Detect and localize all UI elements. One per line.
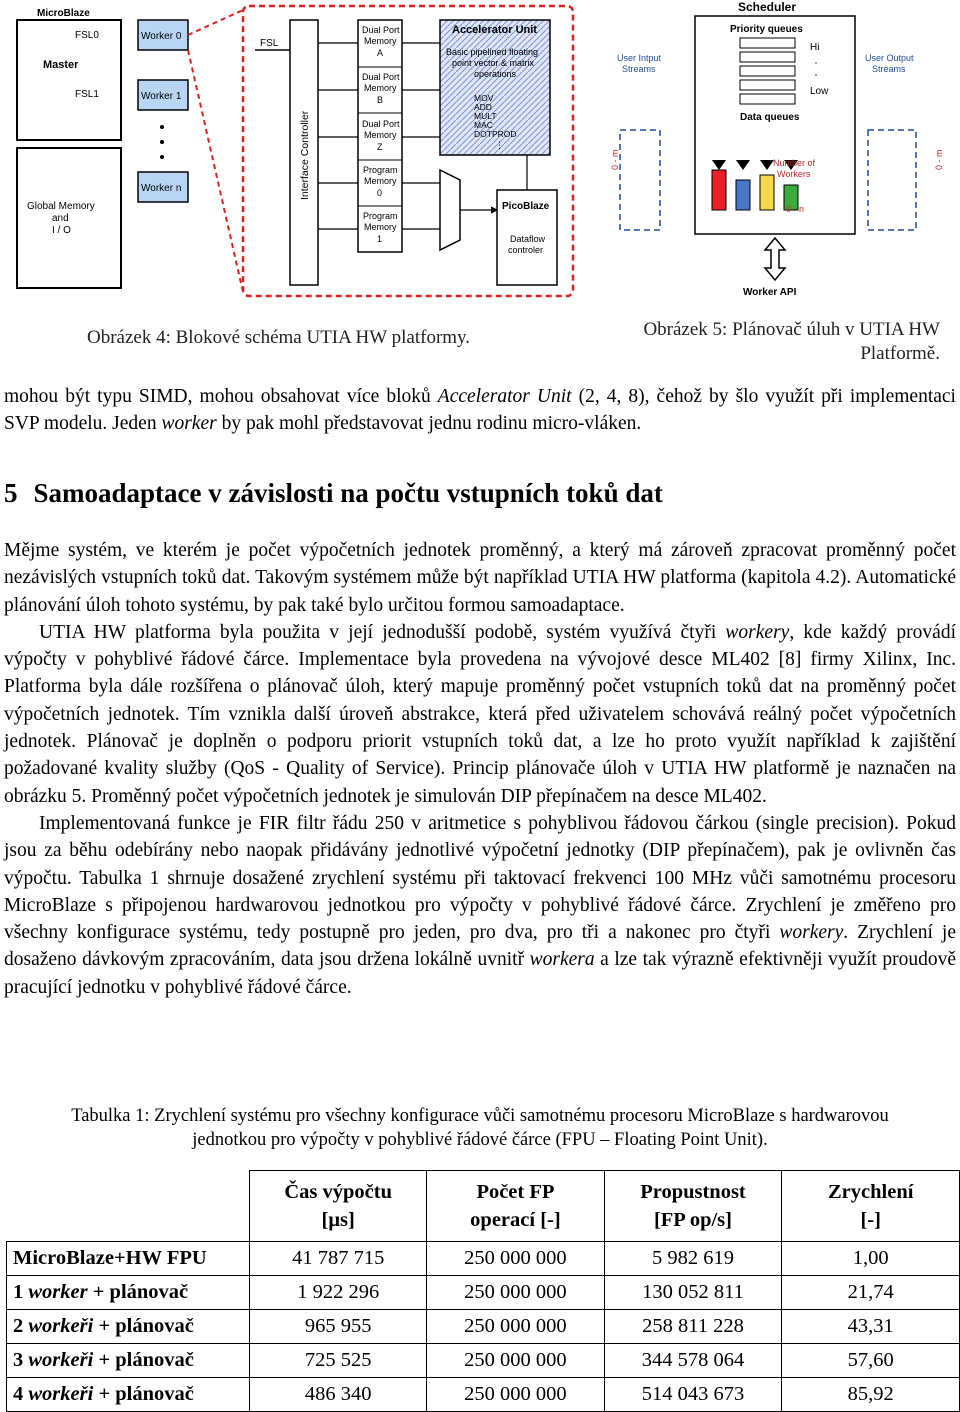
- svg-text:Hi: Hi: [810, 42, 820, 53]
- intro-paragraph: mohou být typu SIMD, mohou obsahovat více bloků Accelerator Unit (2, 4, 8), čehož by šlo využít při implementaci SVP modelu. Jeden worker by pak mohl představovat jednu rodinu micro-vláken.: [4, 386, 956, 435]
- svg-text:0 - m: 0 - m: [934, 149, 944, 170]
- svg-text:Program: Program: [363, 211, 398, 221]
- svg-text:0 - n: 0 - n: [786, 204, 805, 214]
- svg-text:Low: Low: [810, 86, 829, 97]
- svg-text:Memory: Memory: [364, 36, 397, 46]
- figure5-caption: [600, 318, 940, 366]
- svg-text:point vector & matrix: point vector & matrix: [452, 58, 535, 68]
- table-caption: Tabulka 1: Zrychlení systému pro všechny konfigurace vůči samotnému procesoru MicroBlaze s hardwarovou jednotkou pro výpočty v pohyblivé řádové čárce (FPU – Floating Point Unit).: [71, 1106, 889, 1150]
- svg-text:A: A: [377, 48, 384, 58]
- figure5-diagram: [600, 0, 960, 300]
- global-memory-label-and: and: [52, 213, 69, 224]
- worker0-label: Worker 0: [141, 31, 182, 42]
- output-streams-box: [868, 130, 916, 230]
- paragraph-3: Implementovaná funkce je FIR filtr řádu 250 v aritmetice s pohyblivou řádovou čárkou (single precision). Pokud jsou za běhu odebírány nebo naopak přidávány jednotlivé výpočetní jednotky (DIP přepínačem), pak je ovlivněn čas výpočtu. Tabulka 1 shrnuje dosažené zrychlení systému při taktovací frekvenci 100 MHz vůči samotnému procesoru MicroBlaze s připojenou hardwarovou jednotkou pro výpočty v pohyblivé řádové čárce. Zrychlení je změřeno pro všechny konfigurace systému, tedy postupně pro jeden, pro dva, pro tři a nakonec pro čtyři workery. Zrychlení je dosaženo dávkovým zpracováním, data jsou držena lokálně uvnitř workera a lze tak výrazně efektivněji využít proudově pracující jednotku v pohyblivé řádové čárce.: [4, 812, 957, 998]
- svg-text:Workers: Workers: [777, 169, 811, 179]
- svg-text:1: 1: [377, 234, 383, 244]
- svg-text:·: ·: [814, 55, 818, 69]
- svg-text:Dual Port: Dual Port: [362, 25, 400, 35]
- figure5-caption-line2: Platformě.: [860, 343, 940, 364]
- global-memory-label: Global Memory: [27, 201, 95, 212]
- svg-text:ADD: ADD: [474, 102, 492, 112]
- scheduler-title: Scheduler: [738, 0, 797, 14]
- svg-text:Z: Z: [377, 142, 383, 152]
- svg-text:controler: controler: [508, 245, 544, 255]
- microblaze-block: [17, 20, 121, 140]
- table-header-empty: [7, 1171, 250, 1242]
- table-header-time: Čas výpočtu [μs]: [250, 1171, 427, 1242]
- svg-text:MULT: MULT: [474, 111, 497, 121]
- svg-text:Number of: Number of: [773, 158, 816, 168]
- interface-controller-label: Interface Controller: [299, 110, 311, 200]
- table-row: 1 worker + plánovač 1 922 296 250 000 000 130 052 811 21,74: [7, 1276, 960, 1310]
- multiplexer-shape: [440, 170, 460, 250]
- workern-label: Worker n: [141, 183, 182, 194]
- svg-text:Memory: Memory: [364, 130, 397, 140]
- table-row: 3 workeři + plánovač 725 525 250 000 000 344 578 064 57,60: [7, 1344, 960, 1378]
- svg-text:DOTPROD: DOTPROD: [474, 129, 517, 139]
- svg-text:Data queues: Data queues: [740, 112, 800, 123]
- svg-text:Streams: Streams: [872, 64, 906, 74]
- table-row: 4 workeři + plánovač 486 340 250 000 000 514 043 673 85,92: [7, 1378, 960, 1412]
- accelerator-unit-title: Accelerator Unit: [452, 24, 537, 36]
- svg-text:0: 0: [377, 188, 383, 198]
- fsl0-label: FSL0: [75, 30, 99, 41]
- memory-stack: [358, 20, 402, 252]
- fsl1-label: FSL1: [75, 89, 99, 100]
- svg-text:Basic pipelined floating: Basic pipelined floating: [446, 47, 539, 57]
- figure4-caption: Obrázek 4: Blokové schéma UTIA HW platformy.: [87, 327, 471, 348]
- worker-api-label: Worker API: [743, 287, 797, 298]
- svg-text:Dataflow: Dataflow: [510, 234, 546, 244]
- svg-text:0 - m: 0 - m: [610, 149, 620, 170]
- fsl-label: FSL: [260, 38, 279, 49]
- table-header-throughput: Propustnost [FP op/s]: [604, 1171, 782, 1242]
- worker1-label: Worker 1: [141, 91, 182, 102]
- svg-text:User Output: User Output: [865, 53, 914, 63]
- svg-text:Streams: Streams: [622, 64, 656, 74]
- svg-text:Memory: Memory: [364, 222, 397, 232]
- figure5-caption-line1: Obrázek 5: Plánovač úluh v UTIA HW: [643, 319, 940, 340]
- worker-api-arrow: [765, 238, 785, 280]
- svg-text:Memory: Memory: [364, 83, 397, 93]
- svg-text:Priority queues: Priority queues: [730, 24, 803, 35]
- figure4-diagram: [0, 0, 580, 300]
- table-header-fp-ops: Počet FP operací [-]: [427, 1171, 604, 1242]
- global-memory-block: [17, 148, 121, 288]
- global-memory-label-io: I / O: [52, 225, 71, 236]
- svg-text:Dual Port: Dual Port: [362, 72, 400, 82]
- paragraph-2: UTIA HW platforma byla použita v její jednodušší podobě, systém využívá čtyři workery, kde každý provádí výpočty v pohyblivé řádové čárce. Implementace byla provedena na vývojové desce ML402 [8] firmy Xilinx, Inc. Platforma byla dále rozšířena o plánovač úloh, který mapuje proměnný počet vstupních toků dat na proměnný počet výpočetních jednotek. Tím vznikla další úroveň abstrakce, která před uživatelem schovává reálný počet výpočetních jednotek. Plánovač je doplněn o podporu priorit vstupních toků dat, a lze ho proto využít například k zajištění požadované kvality služby (QoS - Quality of Service). Princip plánovače úloh v UTIA HW platformě je naznačen na obrázku 5. Proměnný počet výpočetních jednotek je simulován DIP přepínačem na desce ML402.: [4, 621, 956, 807]
- svg-text:B: B: [377, 95, 384, 105]
- results-table: [6, 1170, 960, 1412]
- svg-text:User Intput: User Intput: [617, 53, 662, 63]
- table-header-speedup: Zrychlení [-]: [782, 1171, 960, 1242]
- svg-text:⋮: ⋮: [495, 140, 504, 150]
- table-row: MicroBlaze+HW FPU 41 787 715 250 000 000 5 982 619 1,00: [7, 1242, 960, 1276]
- svg-text:Program: Program: [363, 165, 398, 175]
- svg-text:MOV: MOV: [474, 93, 494, 103]
- picoblaze-label: PicoBlaze: [502, 201, 550, 212]
- table-row: 2 workeři + plánovač 965 955 250 000 000 258 811 228 43,31: [7, 1310, 960, 1344]
- section-heading: 5 Samoadaptace v závislosti na počtu vstupních toků dat: [4, 478, 663, 508]
- svg-text:Dual Port: Dual Port: [362, 119, 400, 129]
- master-label: Master: [43, 59, 79, 71]
- svg-text:Memory: Memory: [364, 176, 397, 186]
- section-body: [4, 537, 956, 1001]
- paragraph-1: Mějme systém, ve kterém je počet výpočetních jednotek proměnný, a který má zároveň zpracovat proměnný počet nezávislých vstupních toků dat. Takovým systémem může být například UTIA HW platforma (kapitola 4.2). Automatické plánování úloh tohoto systému, by pak také bylo určitou formou samoadaptace.: [4, 540, 956, 616]
- priority-queues: [740, 38, 795, 104]
- microblaze-label: MicroBlaze: [37, 8, 90, 19]
- input-streams-box: [620, 130, 660, 230]
- svg-text:MAC: MAC: [474, 120, 493, 130]
- svg-text:·: ·: [814, 67, 818, 81]
- svg-text:operations: operations: [474, 69, 517, 79]
